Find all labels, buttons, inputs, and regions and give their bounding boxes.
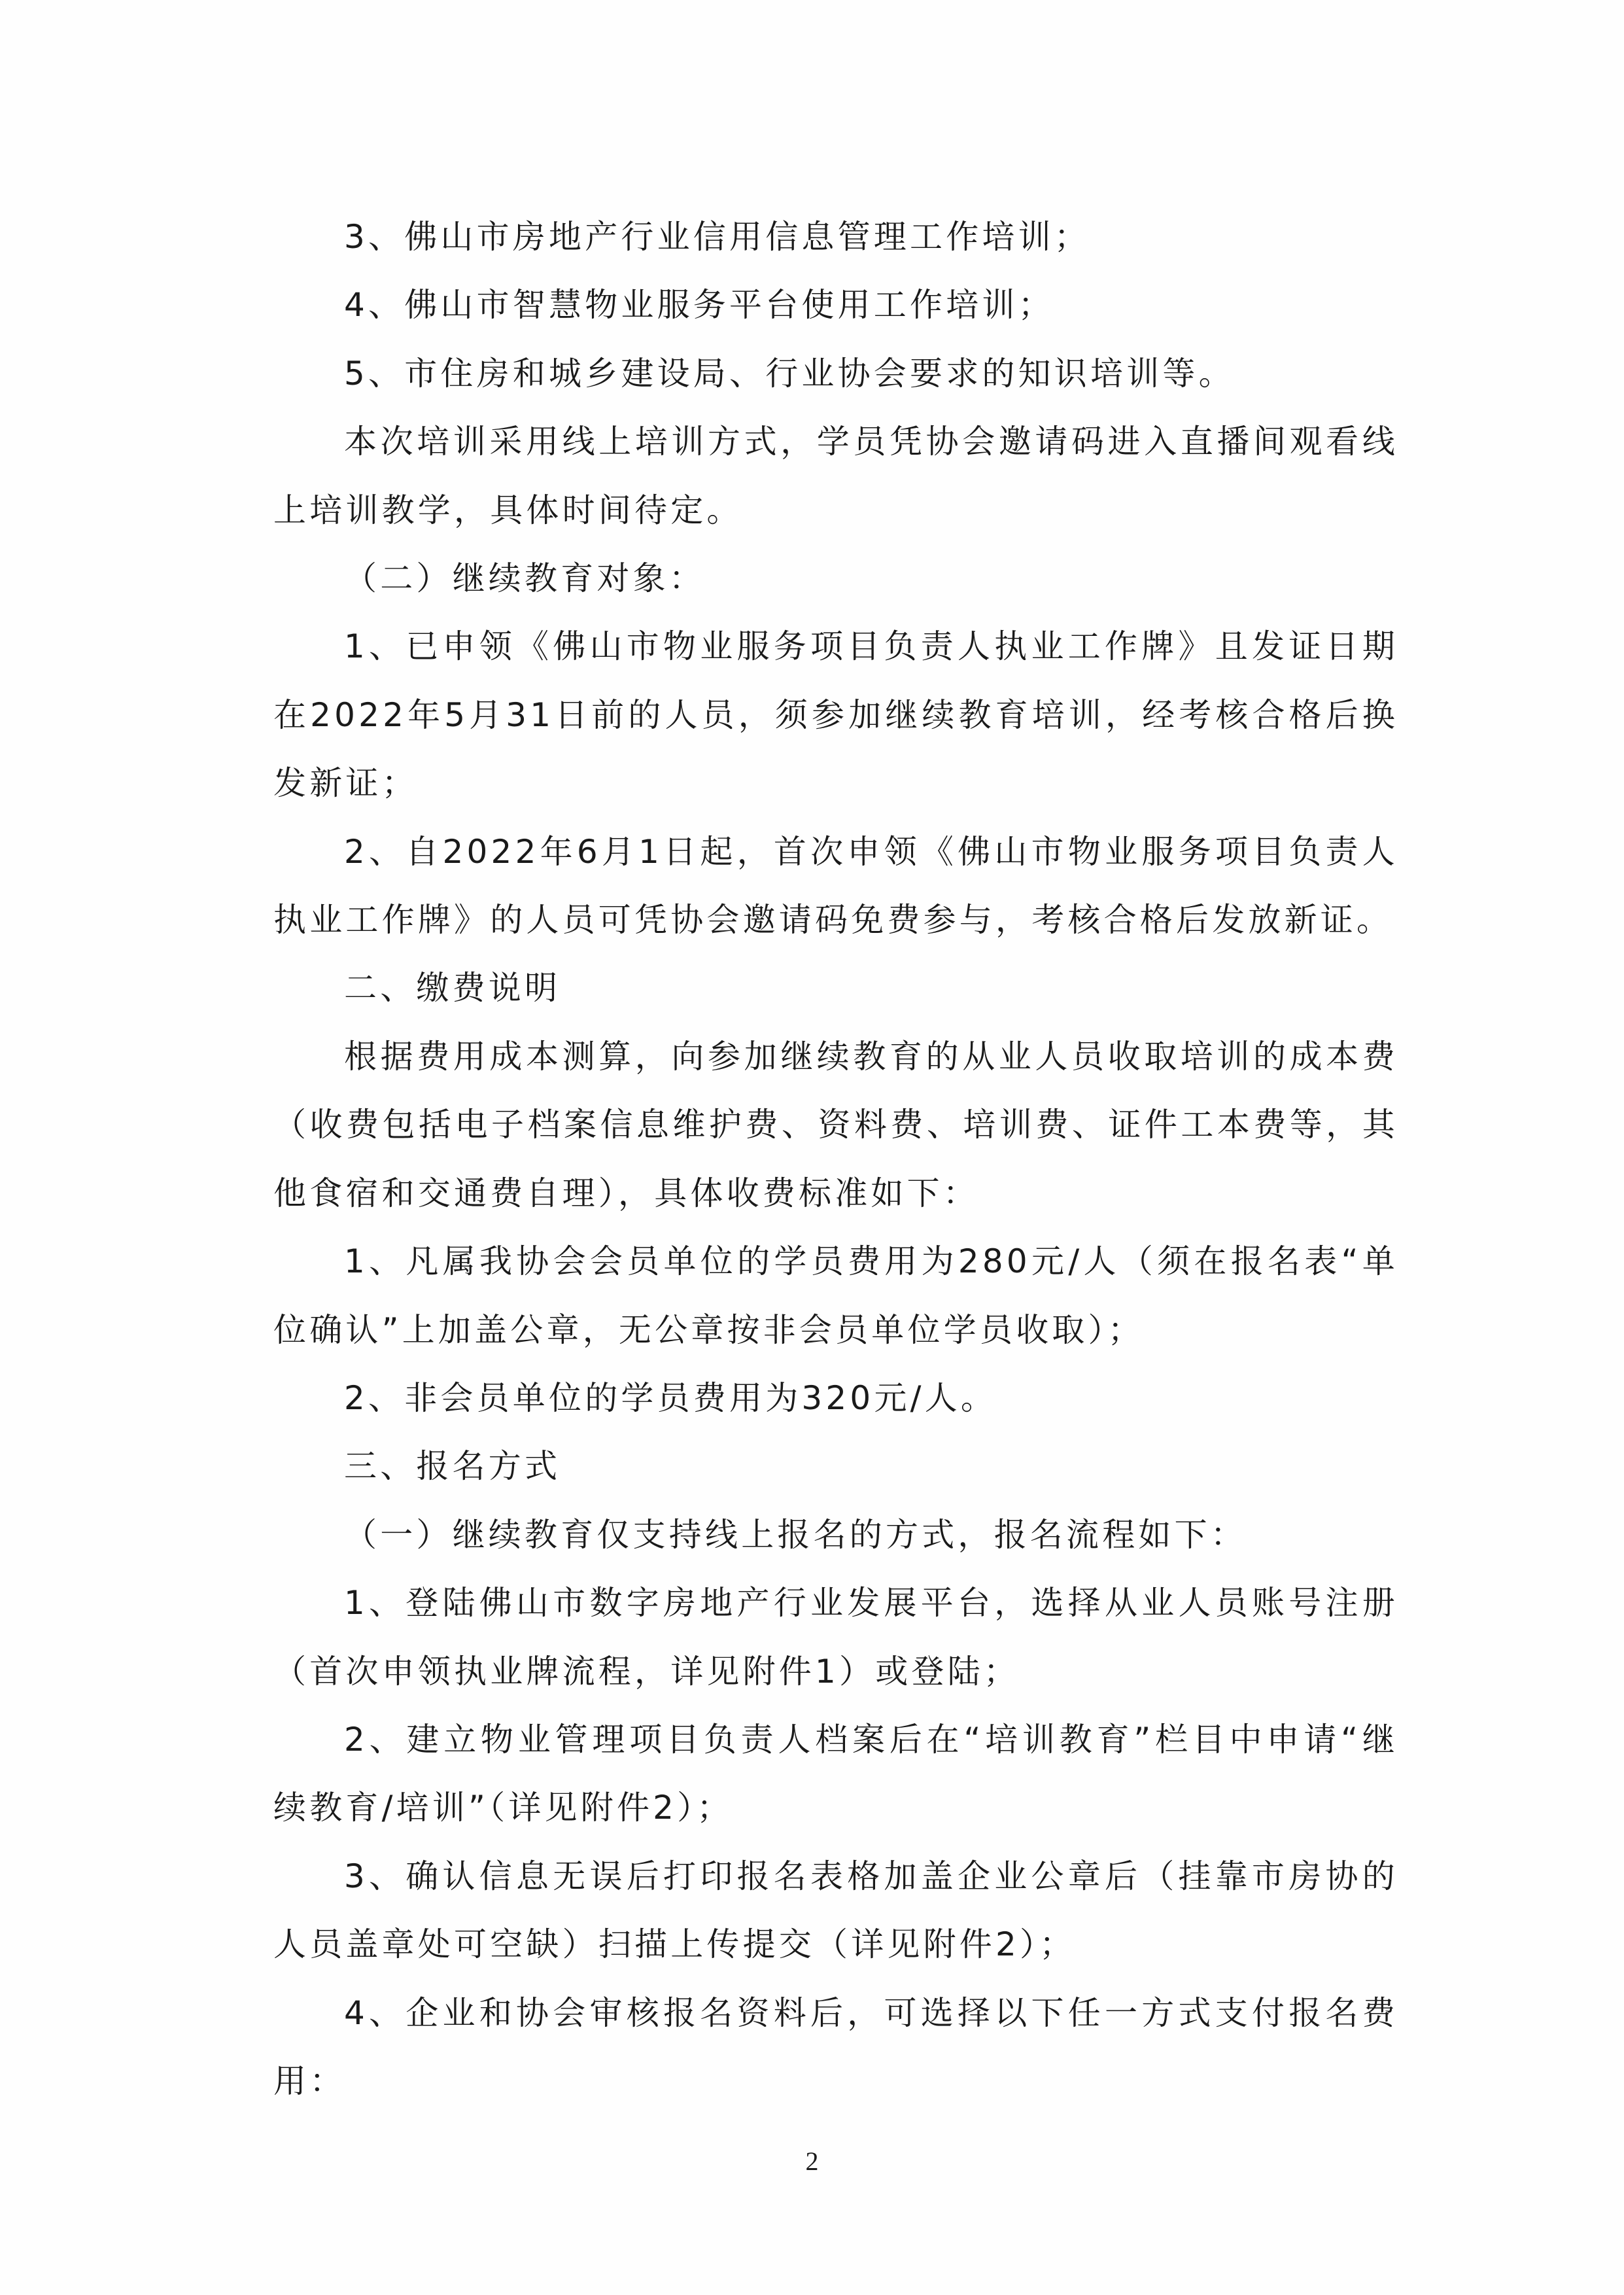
fees-intro-paragraph: 根据费用成本测算，向参加继续教育的从业人员收取培训的成本费（收费包括电子档案信息维护费、资料费、培训费、证件工本费等，其他食宿和交通费自理），具体收费标准如下： [273,1037,1398,1212]
list-item-smart-property-training: 4、佛山市智慧物业服务平台使用工作培训； [344,286,1054,324]
list-item-non-member-fee: 2、非会员单位的学员费用为320元/人。 [344,1378,997,1417]
list-item-step-login: 1、登陆佛山市数字房地产行业发展平台，选择从业人员账号注册（首次申领执业牌流程，详见附件1）或登陆； [273,1584,1398,1691]
list-item-target-existing-holders: 1、已申领《佛山市物业服务项目负责人执业工作牌》且发证日期在2022年5月31日前的人员，须参加继续教育培训，经考核合格后换发新证； [273,627,1398,803]
section-heading-registration: 三、报名方式 [344,1447,561,1486]
training-mode-paragraph: 本次培训采用线上培训方式，学员凭协会邀请码进入直播间观看线上培训教学，具体时间待定。 [273,423,1398,529]
section-heading-fees: 二、缴费说明 [344,969,561,1007]
page-number: 2 [805,2146,819,2176]
list-item-knowledge-training: 5、市住房和城乡建设局、行业协会要求的知识培训等。 [344,354,1235,393]
list-item-step-payment: 4、企业和协会审核报名资料后，可选择以下任一方式支付报名费用： [273,1993,1398,2100]
subheading-education-targets: （二）继续教育对象： [344,559,705,598]
subheading-online-registration: （一）继续教育仅支持线上报名的方式，报名流程如下： [344,1515,1247,1554]
list-item-step-upload: 3、确认信息无误后打印报名表格加盖企业公章后（挂靠市房协的人员盖章处可空缺）扫描上传提交（详见附件2）； [273,1857,1398,1964]
list-item-step-apply: 2、建立物业管理项目负责人档案后在“培训教育”栏目中申请“继续教育/培训”（详见附件2）； [273,1720,1398,1827]
list-item-target-new-applicants: 2、自2022年6月1日起，首次申领《佛山市物业服务项目负责人执业工作牌》的人员可凭协会邀请码免费参与，考核合格后发放新证。 [273,832,1398,939]
list-item-credit-training: 3、佛山市房地产行业信用信息管理工作培训； [344,218,1091,256]
document-body [273,203,1398,2115]
list-item-member-fee: 1、凡属我协会会员单位的学员费用为280元/人（须在报名表“单位确认”上加盖公章，无公章按非会员单位学员收取）； [273,1242,1398,1349]
